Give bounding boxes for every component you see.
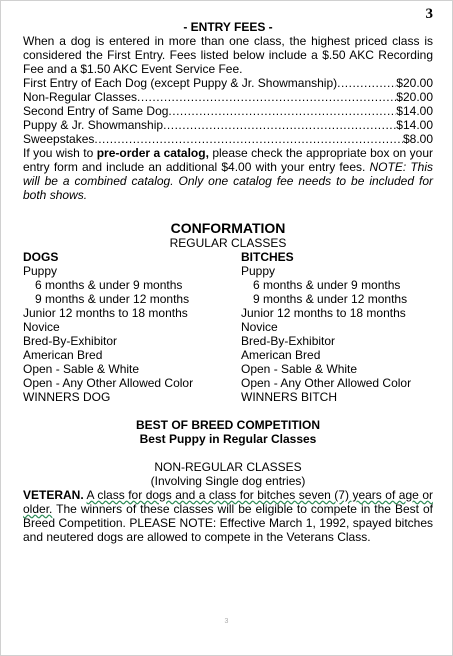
veteran-paragraph bbox=[23, 488, 433, 544]
class-item: Bred-By-Exhibitor bbox=[23, 334, 118, 348]
class-item: Junior 12 months to 18 months bbox=[241, 306, 406, 320]
fee-label: First Entry of Each Dog (except Puppy & Jr. Showmanship) bbox=[23, 76, 338, 90]
dogs-heading: DOGS bbox=[23, 250, 59, 264]
class-item: Open - Any Other Allowed Color bbox=[23, 376, 194, 390]
fees-intro: When a dog is entered in more than one class, the highest priced class is considered the First Entry. Fees listed below include a $.50 AKC Recording Fee and a $1.50 AKC Event Service Fee. bbox=[23, 34, 433, 76]
fee-label: Second Entry of Same Dog bbox=[23, 104, 169, 118]
fee-label: Sweepstakes bbox=[23, 132, 95, 146]
page-number: 3 bbox=[425, 6, 433, 22]
document-body bbox=[23, 20, 433, 544]
class-item: 9 months & under 12 months bbox=[253, 292, 408, 306]
nonregular-subtitle: (Involving Single dog entries) bbox=[150, 474, 306, 488]
class-item: 9 months & under 12 months bbox=[35, 292, 190, 306]
bitches-column bbox=[241, 250, 433, 404]
fee-amount: $14.00 bbox=[396, 118, 433, 132]
class-item: American Bred bbox=[241, 348, 321, 362]
fee-label: Puppy & Jr. Showmanship bbox=[23, 118, 164, 132]
class-item: American Bred bbox=[23, 348, 103, 362]
bitches-heading: BITCHES bbox=[241, 250, 294, 264]
catalog-text-post: please check the appropriate box on your entry form and include an additional $4.00 with your entry fees. bbox=[23, 146, 433, 174]
veteran-definition: A class for dogs and a class for bitches seven (7) years of age or older. bbox=[23, 488, 433, 516]
class-item: Junior 12 months to 18 months bbox=[23, 306, 188, 320]
class-item: Open - Any Other Allowed Color bbox=[241, 376, 412, 390]
class-item: Novice bbox=[23, 320, 60, 334]
class-item: Novice bbox=[241, 320, 278, 334]
fee-list bbox=[23, 76, 433, 146]
nonregular-title: NON-REGULAR CLASSES bbox=[154, 460, 302, 474]
fee-amount: $14.00 bbox=[396, 104, 433, 118]
class-item: WINNERS DOG bbox=[23, 390, 111, 404]
fee-amount: $8.00 bbox=[402, 132, 433, 146]
dogs-column bbox=[23, 250, 241, 404]
class-item: Bred-By-Exhibitor bbox=[241, 334, 336, 348]
regular-classes-subtitle: REGULAR CLASSES bbox=[169, 236, 287, 250]
catalog-text-bold: pre-order a catalog, bbox=[96, 146, 209, 160]
class-item: Puppy bbox=[241, 264, 276, 278]
footer-page-number: 3 bbox=[224, 618, 229, 625]
veteran-text: The winners of these classes will be eligible to compete in the Best of Breed Competition. PLEASE NOTE: Effective March 1, 1992, spayed bitches and neutered dogs are allowed to compete in the Veterans Class. bbox=[23, 502, 433, 544]
catalog-note: NOTE: This will be a combined catalog. Only one catalog fee needs to be included for both shows. bbox=[23, 160, 434, 202]
class-item: Puppy bbox=[23, 264, 58, 278]
catalog-text-pre: If you wish to bbox=[23, 146, 97, 160]
veteran-label: VETERAN. bbox=[23, 488, 84, 502]
fee-amount: $20.00 bbox=[396, 90, 433, 104]
leader-dots bbox=[163, 118, 396, 132]
fee-item bbox=[23, 76, 433, 90]
class-item: Open - Sable & White bbox=[241, 362, 358, 376]
leader-dots bbox=[94, 132, 403, 146]
class-item: 6 months & under 9 months bbox=[253, 278, 401, 292]
fee-item bbox=[23, 104, 433, 118]
leader-dots bbox=[137, 90, 396, 104]
class-item: 6 months & under 9 months bbox=[35, 278, 183, 292]
fee-item bbox=[23, 90, 433, 104]
leader-dots bbox=[337, 76, 396, 90]
class-columns bbox=[23, 250, 433, 404]
catalog-paragraph bbox=[23, 146, 433, 202]
class-item: WINNERS BITCH bbox=[241, 390, 337, 404]
fee-amount: $20.00 bbox=[396, 76, 433, 90]
fee-label: Non-Regular Classes bbox=[23, 90, 138, 104]
fee-item bbox=[23, 118, 433, 132]
best-puppy-subtitle: Best Puppy in Regular Classes bbox=[139, 432, 317, 446]
leader-dots bbox=[168, 104, 396, 118]
conformation-title: CONFORMATION bbox=[170, 220, 286, 236]
best-of-breed-title: BEST OF BREED COMPETITION bbox=[135, 418, 320, 432]
fee-item bbox=[23, 132, 433, 146]
class-item: Open - Sable & White bbox=[23, 362, 140, 376]
entry-fees-heading: - ENTRY FEES - bbox=[183, 20, 273, 34]
